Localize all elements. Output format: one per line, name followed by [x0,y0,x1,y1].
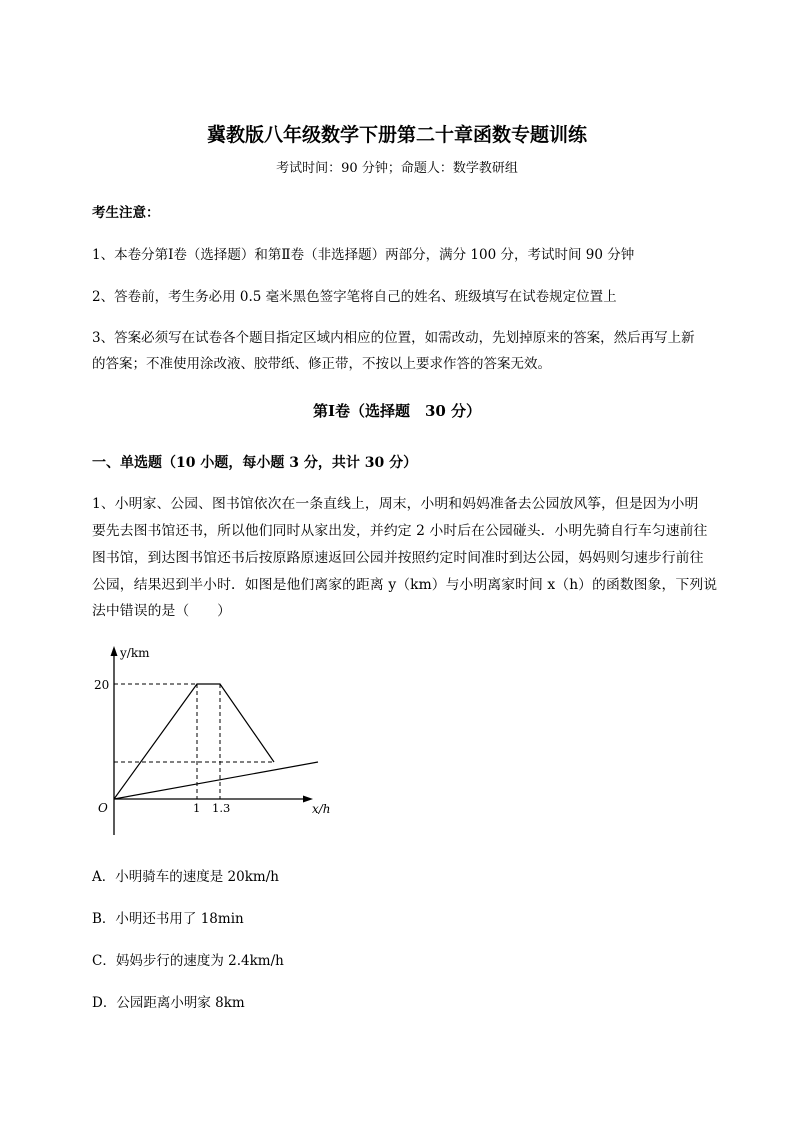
question-1-line-3: 图书馆，到达图书馆还书后按原路原速返回公园并按照约定时间准时到达公园，妈妈则匀速步行前往 [92,550,704,566]
option-b: B．小明还书用了 18min [92,911,244,927]
section-heading: 一、单选题（10 小题，每小题 3 分，共计 30 分） [92,455,418,471]
question-1-line-1: 1、小明家、公园、图书馆依次在一条直线上，周末，小明和妈妈准备去公园放风筝，但是因为小明 [92,496,699,512]
page-title: 冀教版八年级数学下册第二十章函数专题训练 [206,124,587,146]
option-d: D．公园距离小明家 8km [92,995,245,1011]
option-c: C．妈妈步行的速度为 2.4km/h [92,953,284,969]
y-tick-20-label: 20 [94,678,110,692]
x-tick-1-label: 1 [193,801,201,815]
xiaoming-path-line [114,684,274,799]
question-1-line-5: 法中错误的是（ ） [92,603,231,619]
question-1-line-4: 公园，结果迟到半小时．如图是他们离家的距离 y（km）与小明离家时间 x（h）的函数图象，下列说 [92,577,718,593]
y-axis-arrow-icon [111,646,118,656]
origin-label: O [98,801,108,815]
part-1-title: 第Ⅰ卷（选择题 30 分） [312,402,482,420]
notice-item-3-continued: 的答案；不准使用涂改液、胶带纸、修正带，不按以上要求作答的答案无效。 [92,356,551,372]
notice-heading: 考生注意： [92,205,160,221]
x-axis-label: x/h [312,802,331,816]
notice-item-2: 2、答卷前，考生务必用 0.5 毫米黑色签字笔将自己的姓名、班级填写在试卷规定位置上 [92,289,617,305]
option-a: A．小明骑车的速度是 20km/h [92,869,279,885]
notice-item-3: 3、答案必须写在试卷各个题目指定区域内相应的位置，如需改动，先划掉原来的答案，然后再写上新 [92,330,695,346]
mom-path-line [114,762,318,799]
question-1-line-2: 要先去图书馆还书，所以他们同时从家出发，并约定 2 小时后在公园碰头．小明先骑自行车匀速前往 [92,523,708,539]
y-axis-label: y/km [120,646,150,660]
notice-item-1: 1、本卷分第Ⅰ卷（选择题）和第Ⅱ卷（非选择题）两部分，满分 100 分，考试时间 90 分钟 [92,247,635,263]
exam-info: 考试时间：90 分钟；命题人：数学教研组 [276,161,518,176]
x-tick-1.3-label: 1.3 [212,801,231,815]
